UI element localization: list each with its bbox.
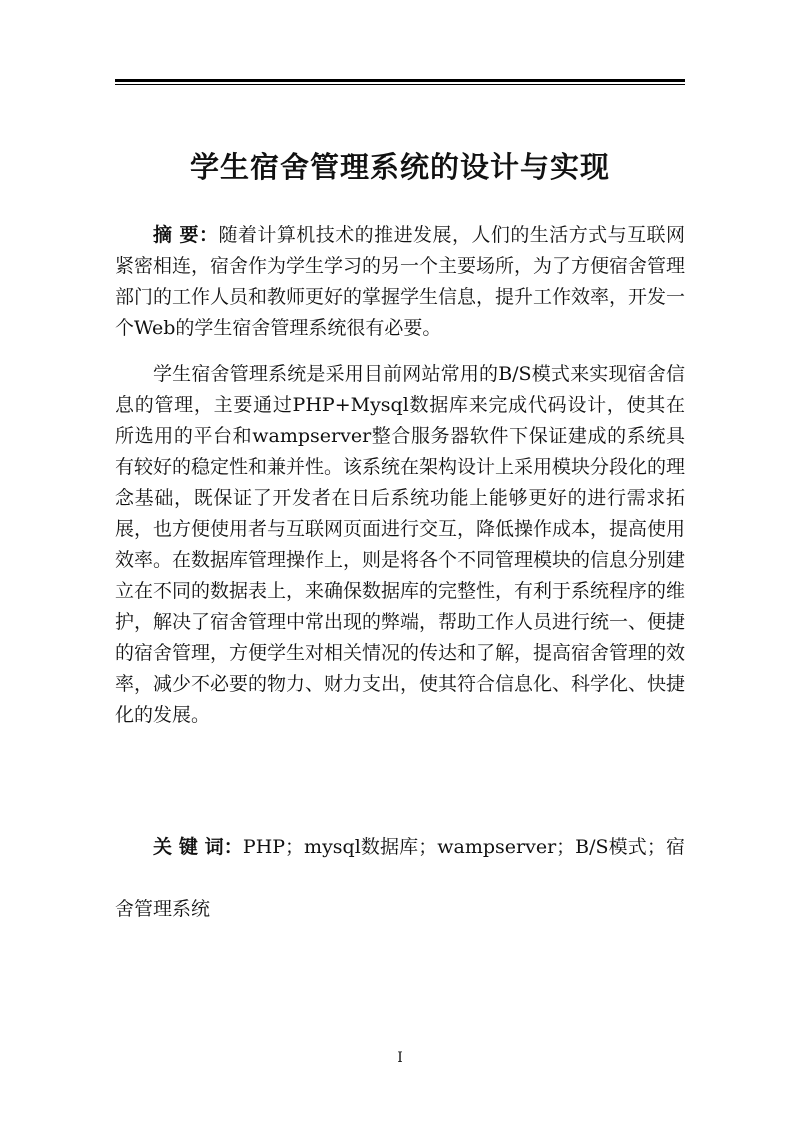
keywords-line bbox=[115, 816, 685, 940]
page-number: I bbox=[397, 1050, 403, 1066]
abstract-section-2 bbox=[115, 359, 685, 731]
header-rule-thin bbox=[115, 84, 685, 85]
keywords-label: 关 键 词： bbox=[153, 836, 243, 858]
keywords-text: PHP；mysql数据库；wampserver；B/S模式；宿舍管理系统 bbox=[115, 836, 685, 920]
document-title: 学生宿舍管理系统的设计与实现 bbox=[189, 150, 610, 184]
abstract-label: 摘 要： bbox=[153, 224, 219, 246]
header-rule-thick bbox=[115, 79, 685, 82]
abstract-paragraph-2: 学生宿舍管理系统是采用目前网站常用的B/S模式来实现宿舍信息的管理，主要通过PHP+Mysql数据库来完成代码设计，使其在所选用的平台和wampserver整合服务器软件下保证建成的系统具有较好的稳定性和兼并性。该系统在架构设计上采用模块分段化的理念基础，既保证了开发者在日后系统功能上能够更好的进行需求拓展，也方便使用者与互联网页面进行交互，降低操作成本，提高使用效率。在数据库管理操作上，则是将各个不同管理模块的信息分别建立在不同的数据表上，来确保数据库的完整性，有利于系统程序的维护，解决了宿舍管理中常出现的弊端，帮助工作人员进行统一、便捷的宿舍管理，方便学生对相关情况的传达和了解，提高宿舍管理的效率，减少不必要的物力、财力支出，使其符合信息化、科学化、快捷化的发展。 bbox=[115, 363, 686, 726]
keywords-section bbox=[115, 816, 685, 940]
abstract-paragraph-1 bbox=[115, 220, 685, 344]
abstract-section bbox=[115, 220, 685, 344]
abstract-paragraph-1-text: 随着计算机技术的推进发展，人们的生活方式与互联网紧密相连，宿舍作为学生学习的另一个主要场所，为了方便宿舍管理部门的工作人员和教师更好的掌握学生信息，提升工作效率，开发一个Web的学生宿舍管理系统很有必要。 bbox=[115, 224, 686, 339]
